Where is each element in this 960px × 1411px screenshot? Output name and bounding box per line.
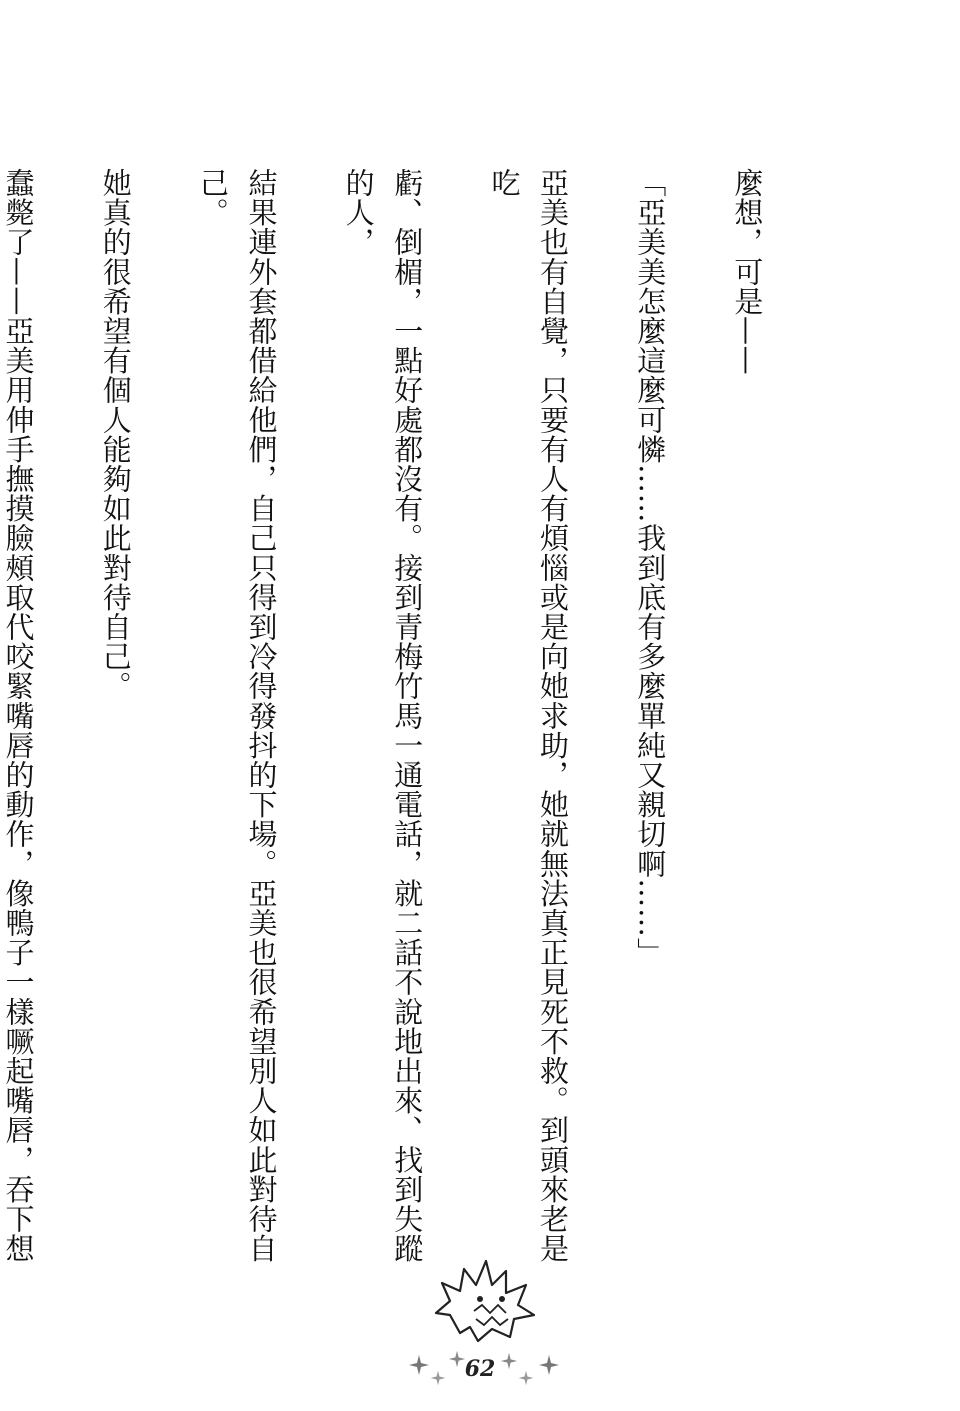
sparkle-icon	[500, 1352, 518, 1370]
text-line: 她真的很希望有個人能夠如此對待自己。	[98, 168, 133, 701]
text-line: 亞美也有自覺，只要有人有煩惱或是向她求助，她就無法真正見死不救。到頭來老是吃	[487, 168, 571, 1264]
page-number: 62	[464, 1356, 496, 1382]
text-line: 麼想，可是——	[730, 168, 765, 376]
sparkle-icon	[538, 1354, 560, 1376]
text-line: 結果連外套都借給他們，自己只得到冷得發抖的下場。亞美也很希望別人如此對待自己。	[195, 168, 279, 1264]
text-line: 虧、倒楣，一點好處都沒有。接到青梅竹馬一通電話，就二話不說地出來、找到失蹤的人，	[341, 168, 425, 1264]
text-line: 「亞美美怎麼這麼可憐……我到底有多麼單純又親切啊……」	[633, 168, 668, 968]
sparkle-icon	[518, 1370, 534, 1386]
page-footer	[390, 1348, 570, 1398]
body-text	[1, 168, 820, 1268]
spiky-creature-icon	[430, 1255, 540, 1345]
text-line: 蠢斃了——亞美用伸手撫摸臉頰取代咬緊嘴唇的動作，像鴨子一樣噘起嘴唇，吞下想	[1, 168, 36, 1264]
